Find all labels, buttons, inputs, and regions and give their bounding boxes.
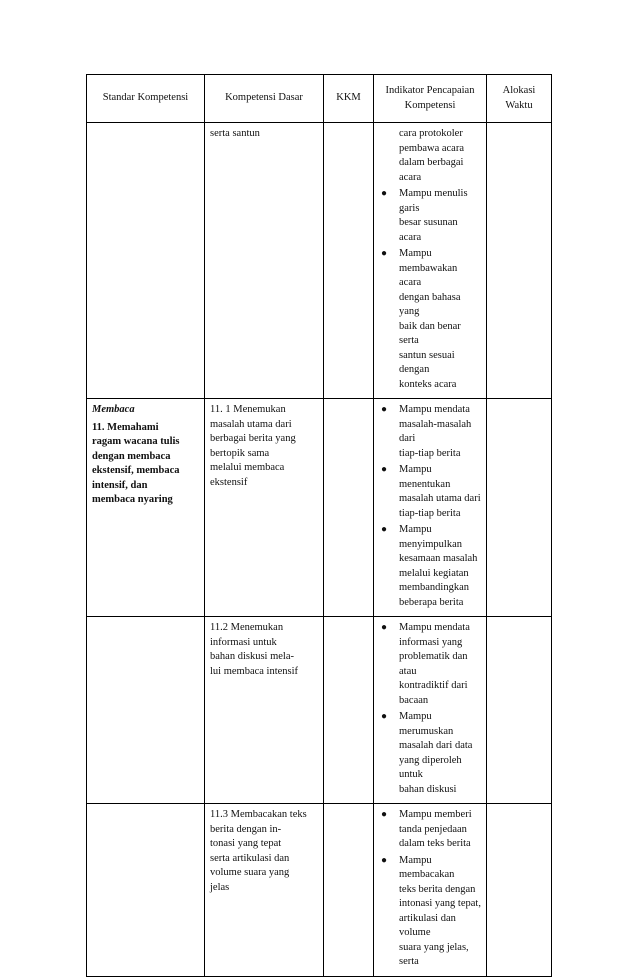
indikator-line: masalah utama dari	[399, 493, 481, 504]
standar-kompetensi-heading: Membaca	[92, 404, 135, 415]
indikator-line: membawakan acara	[399, 262, 458, 288]
table-row	[87, 123, 552, 399]
kompetensi-dasar-line: melalui membaca	[210, 462, 285, 473]
header-standar-kompetensi: Standar Kompetensi	[87, 75, 205, 123]
header-alokasi-line-2: Waktu	[505, 99, 533, 111]
cell-standar-kompetensi	[87, 123, 205, 399]
indikator-line: besar susunan acara	[399, 217, 458, 243]
indikator-list	[379, 808, 481, 970]
kompetensi-dasar-line: tonasi yang tepat	[210, 838, 282, 849]
cell-kompetensi-dasar	[205, 617, 324, 804]
cell-alokasi-waktu	[487, 399, 552, 617]
bullet-icon: ●	[381, 711, 388, 722]
kompetensi-dasar-line: informasi untuk	[210, 636, 277, 648]
indikator-line: problematik dan atau	[399, 651, 468, 677]
indikator-line: membandingkan	[399, 582, 469, 593]
cell-kkm	[324, 123, 374, 399]
cell-kompetensi-dasar	[205, 804, 324, 977]
indikator-line: tiap-tiap berita	[399, 507, 461, 519]
kompetensi-dasar-line: ekstensif	[210, 476, 248, 488]
kompetensi-dasar-line: masalah utama dari	[210, 418, 292, 430]
kompetensi-dasar-line: bahan diskusi mela-	[210, 651, 294, 662]
header-alokasi-waktu	[487, 75, 552, 123]
indikator-line: cara protokoler	[399, 128, 463, 139]
standar-kompetensi-line: ekstensif, membaca	[92, 465, 180, 476]
header-alokasi-line-1: Alokasi	[502, 85, 536, 96]
standar-kompetensi-line: ragam wacana tulis	[92, 436, 180, 447]
indikator-item	[379, 808, 481, 852]
kompetensi-dasar-line: berita dengan in-	[210, 823, 282, 835]
header-indikator-line-2: Kompetensi	[404, 99, 456, 111]
indikator-item	[379, 187, 481, 245]
indikator-line: Mampu menulis garis	[399, 188, 468, 214]
indikator-line: santun sesuai dengan	[399, 349, 455, 375]
cell-kkm	[324, 804, 374, 977]
indikator-line: Mampu membacakan	[399, 854, 455, 880]
cell-kompetensi-dasar	[205, 123, 324, 399]
header-kompetensi-dasar: Kompetensi Dasar	[205, 75, 324, 123]
indikator-item	[379, 854, 481, 970]
indikator-list	[379, 621, 481, 797]
standar-kompetensi-line: intensif, dan	[92, 479, 148, 491]
indikator-line: beberapa berita	[399, 596, 464, 608]
indikator-line: baik dan benar serta	[399, 320, 461, 346]
indikator-line: Mampu menentukan	[399, 464, 451, 490]
table-body	[87, 123, 552, 977]
cell-standar-kompetensi	[87, 617, 205, 804]
indikator-list	[379, 127, 481, 392]
kompetensi-dasar-text	[210, 403, 318, 490]
cell-alokasi-waktu	[487, 123, 552, 399]
header-indikator-line-1: Indikator Pencapaian	[385, 85, 475, 96]
kompetensi-dasar-line: 11.2 Menemukan	[210, 622, 284, 633]
cell-kkm	[324, 399, 374, 617]
indikator-line: Mampu	[399, 248, 432, 259]
indikator-line: kontradiktif dari	[399, 680, 468, 691]
indikator-item	[379, 523, 481, 610]
table-row	[87, 617, 552, 804]
kompetensi-dasar-line: volume suara yang	[210, 867, 290, 878]
kompetensi-dasar-text	[210, 808, 318, 895]
bullet-icon: ●	[381, 854, 388, 866]
kompetensi-dasar-line: jelas	[210, 881, 230, 893]
indikator-line: tiap-tiap berita	[399, 447, 461, 459]
table-row	[87, 399, 552, 617]
indikator-line: bacaan	[399, 694, 429, 706]
header-row	[87, 75, 552, 123]
indikator-list	[379, 403, 481, 610]
indikator-line: Mampu mendata	[399, 404, 470, 415]
cell-kkm	[324, 617, 374, 804]
indikator-item	[379, 247, 481, 392]
indikator-line: bahan diskusi	[399, 783, 457, 795]
kompetensi-dasar-line: bertopik sama	[210, 447, 270, 459]
table-row	[87, 804, 552, 977]
indikator-line: dalam berbagai acara	[399, 157, 464, 183]
indikator-line: dengan bahasa yang	[399, 291, 461, 317]
bullet-icon: ●	[381, 404, 388, 415]
indikator-line: Mampu merumuskan	[399, 711, 454, 737]
indikator-line: konteks acara	[399, 378, 457, 390]
bullet-icon: ●	[381, 188, 388, 199]
indikator-item	[379, 463, 481, 521]
bullet-icon: ●	[381, 622, 388, 633]
standar-kompetensi-line: dengan membaca	[92, 450, 171, 462]
indikator-line: informasi yang	[399, 636, 463, 648]
indikator-line: intonasi yang tepat,	[399, 898, 481, 909]
indikator-line: kesamaan masalah	[399, 553, 478, 564]
indikator-line: teks berita dengan	[399, 883, 476, 895]
indikator-line: menyimpulkan	[399, 538, 462, 550]
kompetensi-dasar-text	[210, 621, 318, 679]
bullet-icon: ●	[381, 524, 388, 535]
cell-indikator	[374, 617, 487, 804]
standar-kompetensi-line: membaca nyaring	[92, 494, 173, 505]
indikator-line: masalah-masalah dari	[399, 418, 472, 444]
kompetensi-dasar-line: 11. 1 Menemukan	[210, 404, 286, 415]
indikator-item	[379, 710, 481, 797]
cell-alokasi-waktu	[487, 617, 552, 804]
cell-kompetensi-dasar	[205, 399, 324, 617]
indikator-line: tanda penjedaan	[399, 823, 467, 835]
indikator-line: artikulasi dan volume	[399, 912, 456, 938]
cell-indikator	[374, 804, 487, 977]
kompetensi-dasar-line: lui membaca intensif	[210, 665, 299, 677]
indikator-line: masalah dari data	[399, 740, 473, 751]
bullet-icon: ●	[381, 248, 388, 259]
cell-standar-kompetensi	[87, 399, 205, 617]
kompetensi-dasar-line: serta santun	[210, 128, 260, 139]
indikator-line: melalui kegiatan	[399, 567, 469, 579]
bullet-icon: ●	[381, 809, 388, 820]
indikator-line: Mampu	[399, 524, 432, 535]
indikator-item	[379, 403, 481, 461]
kompetensi-dasar-line: berbagai berita yang	[210, 433, 296, 444]
curriculum-table	[86, 74, 552, 977]
cell-standar-kompetensi	[87, 804, 205, 977]
kompetensi-dasar-line: serta artikulasi dan	[210, 852, 290, 864]
indikator-continuation	[379, 127, 481, 185]
cell-alokasi-waktu	[487, 804, 552, 977]
indikator-line: dalam teks berita	[399, 838, 471, 849]
cell-indikator	[374, 123, 487, 399]
indikator-line: yang diperoleh untuk	[399, 754, 462, 780]
indikator-line: Mampu mendata	[399, 622, 470, 633]
header-kkm: KKM	[324, 75, 374, 123]
bullet-icon: ●	[381, 464, 388, 475]
standar-kompetensi-text	[92, 421, 199, 508]
header-indikator	[374, 75, 487, 123]
indikator-line: pembawa acara	[399, 142, 464, 154]
kompetensi-dasar-text	[210, 127, 318, 142]
cell-indikator	[374, 399, 487, 617]
indikator-line: Mampu memberi	[399, 809, 472, 820]
kompetensi-dasar-line: 11.3 Membacakan teks	[210, 809, 307, 820]
indikator-line: suara yang jelas, serta	[399, 941, 469, 967]
standar-kompetensi-line: 11. Memahami	[92, 421, 159, 433]
indikator-item	[379, 621, 481, 708]
